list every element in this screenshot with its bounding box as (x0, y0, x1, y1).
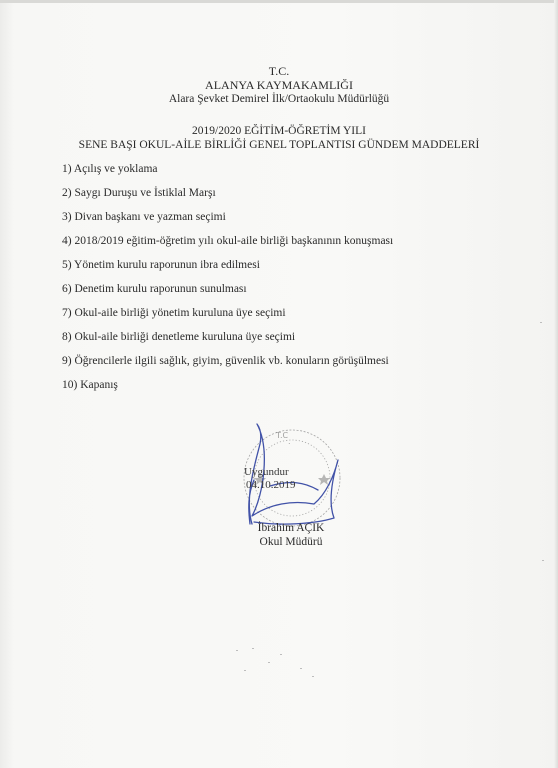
agenda-item: 7) Okul-aile birliği yönetim kuruluna üye seçimi (62, 307, 286, 319)
document-title-year: 2019/2020 EĞİTİM-ÖĞRETİM YILI (192, 125, 366, 137)
agenda-list (62, 162, 393, 402)
scan-noise (236, 650, 238, 651)
signatory-name: İbrahim AÇIK (257, 522, 325, 534)
scan-noise (244, 670, 246, 671)
scan-noise (280, 654, 282, 655)
agenda-item: 3) Divan başkanı ve yazman seçimi (62, 211, 226, 223)
approval-word: Uygundur (244, 466, 289, 478)
scan-noise (542, 560, 544, 561)
document-title: SENE BAŞI OKUL-AİLE BİRLİĞİ GENEL TOPLANTISI GÜNDEM MADDELERİ (78, 139, 480, 151)
agenda-item: 8) Okul-aile birliği denetleme kuruluna üye seçimi (62, 331, 296, 343)
agenda-item: 9) Öğrencilerle ilgili sağlık, giyim, güvenlik vb. konuların görüşülmesi (62, 355, 389, 367)
scan-noise (268, 662, 270, 663)
approval-date: 04.10.2019 (246, 479, 296, 491)
agenda-item: 5) Yönetim kurulu raporunun ibra edilmesi (62, 259, 260, 271)
scan-noise (540, 322, 542, 323)
agenda-item: 4) 2018/2019 eğitim-öğretim yılı okul-aile birliği başkanının konuşması (62, 235, 394, 247)
approval-text (234, 466, 296, 492)
svg-text:T.C: T.C (276, 431, 289, 440)
svg-text:.: . (288, 437, 291, 446)
scan-edge (554, 0, 558, 768)
scan-noise (300, 668, 302, 669)
agenda-item: 6) Denetim kurulu raporunun sunulması (62, 283, 247, 295)
header-governorship: ALANYA KAYMAKAMLIĞI (205, 78, 353, 92)
agenda-item: 2) Saygı Duruşu ve İstiklal Marşı (62, 187, 216, 199)
scan-edge (0, 0, 558, 3)
header-country: T.C. (268, 64, 290, 78)
agenda-item: 1) Açılış ve yoklama (62, 163, 158, 175)
header-school: Alara Şevket Demirel İlk/Ortaokulu Müdürlüğü (168, 93, 390, 105)
scan-noise (252, 648, 254, 649)
scan-noise (312, 676, 314, 677)
stamp-letters (275, 431, 291, 446)
signatory-title: Okul Müdürü (259, 536, 323, 548)
agenda-item: 10) Kapanış (62, 379, 118, 391)
